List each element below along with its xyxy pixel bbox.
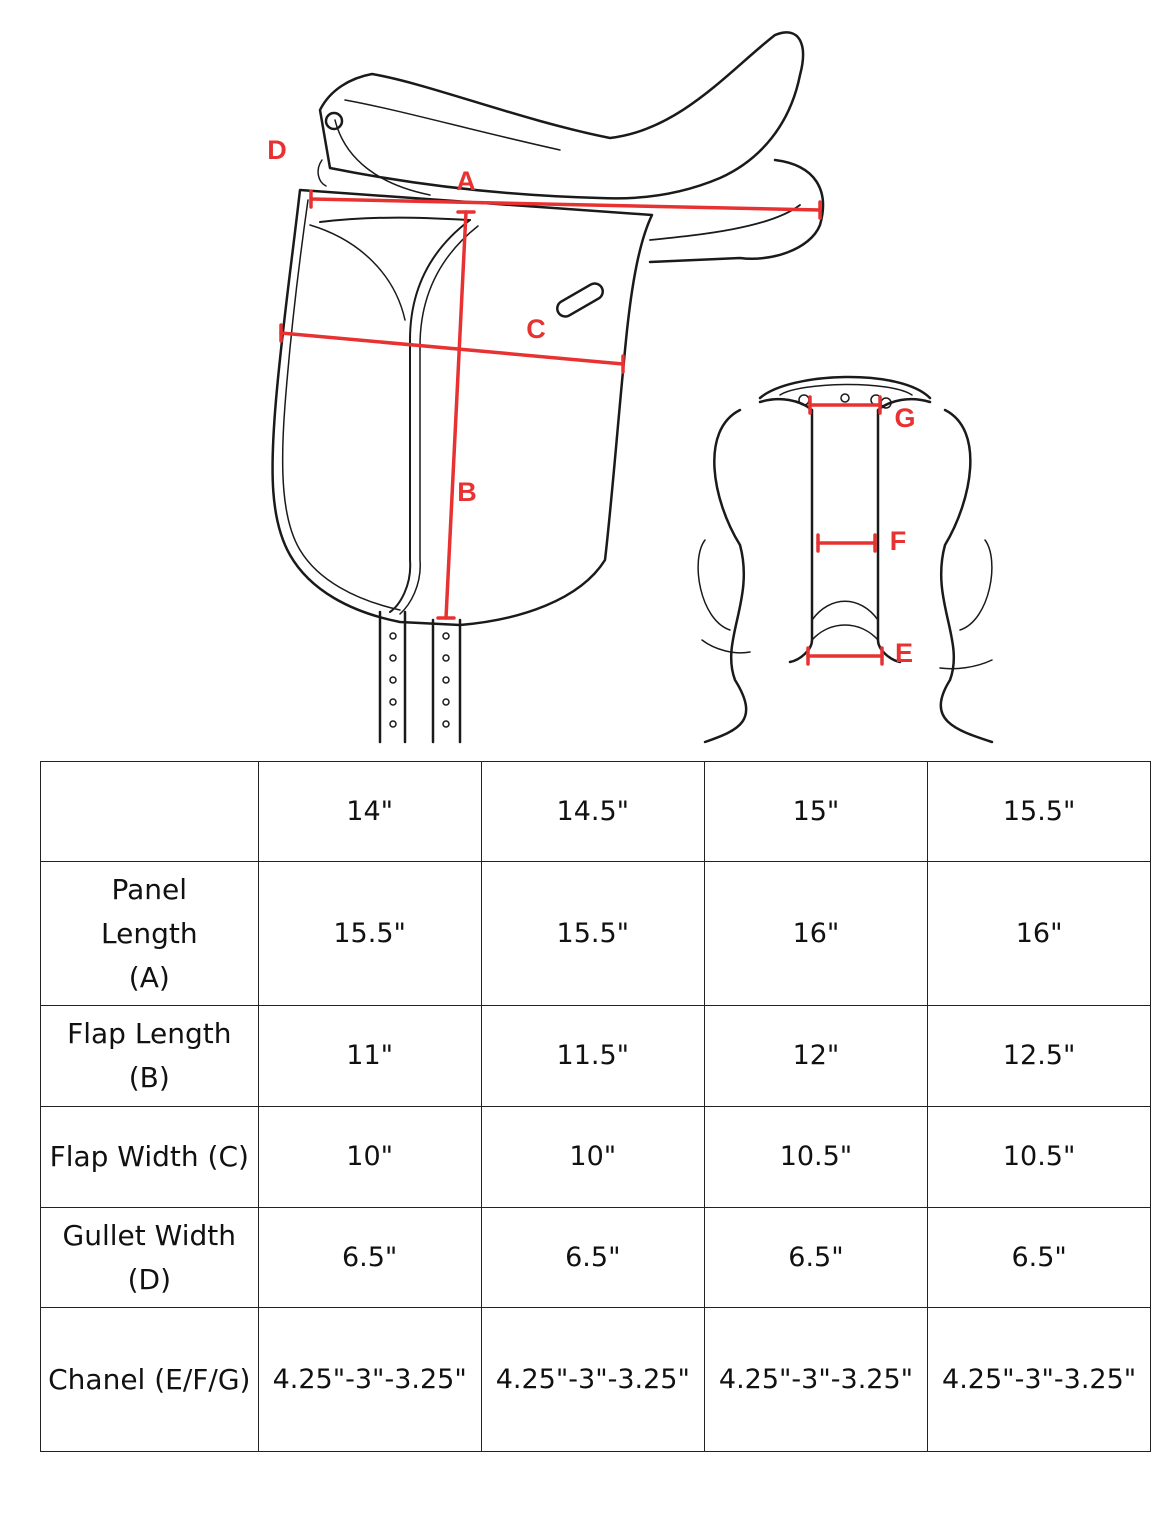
row-label: Panel Length (A) [41,862,259,1006]
label-a: A [456,166,476,196]
table-cell: 6.5" [258,1208,481,1308]
table-header-cell: 14.5" [481,762,704,862]
table-cell: 16" [928,862,1151,1006]
table-cell: 11" [258,1006,481,1107]
label-c: C [526,314,546,344]
table-header-cell: 15" [704,762,927,862]
row-label: Flap Width (C) [41,1107,259,1208]
saddle-size-table [40,761,1151,1452]
saddle-diagram [0,0,1080,750]
label-d: D [267,135,287,165]
table-cell: 6.5" [481,1208,704,1308]
table-row [41,1107,1151,1208]
table-cell: 4.25"-3"-3.25" [258,1308,481,1452]
table-header-cell: 15.5" [928,762,1151,862]
table-row [41,1208,1151,1308]
table-cell: 10.5" [704,1107,927,1208]
table-row [41,1308,1151,1452]
table-header-row [41,762,1151,862]
row-label: Gullet Width (D) [41,1208,259,1308]
table-cell: 4.25"-3"-3.25" [481,1308,704,1452]
table-cell: 6.5" [928,1208,1151,1308]
label-e: E [894,638,914,668]
saddle-side-view [273,32,823,742]
label-f: F [889,526,907,556]
table-cell: 12" [704,1006,927,1107]
table-cell: 4.25"-3"-3.25" [928,1308,1151,1452]
table-cell: 10" [258,1107,481,1208]
row-label: Flap Length (B) [41,1006,259,1107]
saddle-underside-view [698,377,992,742]
table-row [41,862,1151,1006]
table-cell: 6.5" [704,1208,927,1308]
table-row [41,1006,1151,1107]
table-cell: 15.5" [258,862,481,1006]
table-cell: 10" [481,1107,704,1208]
row-label: Chanel (E/F/G) [41,1308,259,1452]
table-cell: 4.25"-3"-3.25" [704,1308,927,1452]
label-b: B [457,477,477,507]
table-cell: 12.5" [928,1006,1151,1107]
label-g: G [894,403,916,433]
table-cell: 11.5" [481,1006,704,1107]
table-header-cell [41,762,259,862]
table-cell: 16" [704,862,927,1006]
table-cell: 10.5" [928,1107,1151,1208]
table-cell: 15.5" [481,862,704,1006]
table-header-cell: 14" [258,762,481,862]
